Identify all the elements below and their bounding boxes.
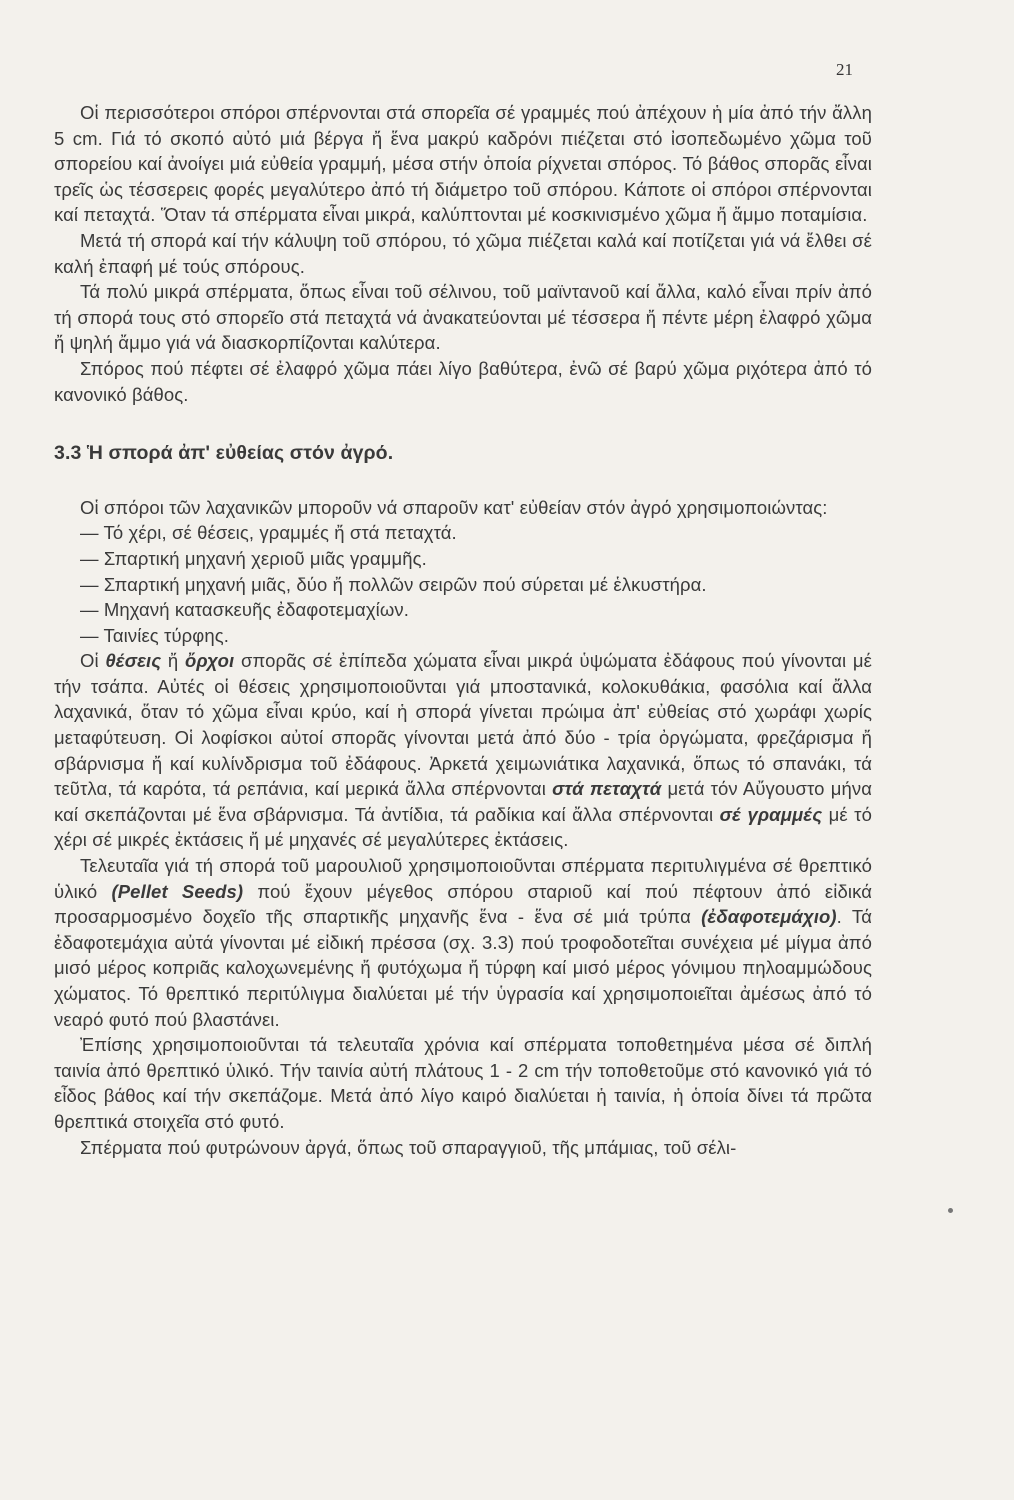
list-item: — Σπαρτική μηχανή μιᾶς, δύο ἤ πολλῶν σειρῶν πού σύρεται μέ ἑλκυστήρα. xyxy=(80,573,707,595)
text-run: πού ἔχουν μέγεθος σπόρου σταριοῦ καί πού πέφτουν ἀπό εἰδικά προσαρμοσμένο δοχεῖο τῆς σπαρτικῆς μηχανῆς ἕνα - ἕνα σέ μιά τρύπα xyxy=(54,880,873,928)
paragraph-4: Σπόρος πού πέφτει σέ ἐλαφρό χῶμα πάει λίγο βαθύτερα, ἐνῶ σέ βαρύ χῶμα ριχότερα ἀπό τό κανονικό βάθος. xyxy=(54,357,872,405)
page-number: 21 xyxy=(836,60,853,79)
paragraph-7 xyxy=(54,853,872,1032)
speck-mark xyxy=(948,1208,953,1213)
paragraph-9: Σπέρματα πού φυτρώνουν ἀργά, ὅπως τοῦ σπαραγγιοῦ, τῆς μπάμιας, τοῦ σέλι- xyxy=(80,1136,737,1158)
paragraph-8: Ἐπίσης χρησιμοποιοῦνται τά τελευταῖα χρόνια καί σπέρματα τοποθετημένα μέσα σέ διπλή ταινία ἀπό θρεπτικό ὑλικό. Τήν ταινία αὐτή πλάτους 1 - 2 cm τήν τοποθετοῦμε στό κανονικό γιά τό εἶδος βάθος καί τήν σκεπάζομε. Μετά ἀπό λίγο καιρό διαλύεται ἡ ταινία, ἡ ὁποία δίνει τά πρῶτα θρεπτικά στοιχεῖα στό φυτό. xyxy=(54,1034,872,1132)
paragraph-1: Οἱ περισσότεροι σπόροι σπέρνονται στά σπορεῖα σέ γραμμές πού ἀπέχουν ἡ μία ἀπό τήν ἄλλη 5 cm. Γιά τό σκοπό αὐτό μιά βέργα ἤ ἕνα μακρύ καδρόνι πιέζεται στό ἰσοπεδωμένο χῶμα τοῦ σπορείου καί ἀνοίγει μιά εὐθεία γραμμή, μέσα στήν ὁποία ρίχνεται σπόρος. Τό βάθος σπορᾶς εἶναι τρεῖς ὡς τέσσερεις φορές μεγαλύτερο ἀπό τή διάμετρο τοῦ σπόρου. Κάποτε οἱ σπόροι σπέρνονται καί πεταχτά. Ὅταν τά σπέρματα εἶναι μικρά, καλύπτονται μέ κοσκινισμένο χῶμα ἤ ἄμμο ποταμίσια. xyxy=(54,102,872,226)
text-run: μετά τόν Αὔγουστο μήνα καί σκεπάζονται μέ ἕνα σβάρνισμα. Τά ἀντίδια, τά ραδίκια καί ἄλλα σπέρνονται xyxy=(54,778,873,825)
text-run: σπορᾶς σέ ἐπίπεδα χώματα εἶναι μικρά ὑψώματα ἐδάφους πού γίνονται μέ τήν τσάπα. Αὐτές οἱ θέσεις χρησιμοποιοῦνται γιά μποστανικά, κολοκυθάκια, φασόλια καί ἄλλα λαχανικά, ὅταν τό χῶμα εἶναι κρύο, καί ἡ σπορά γίνεται πρώιμα ἀπ' εὐθείας στό χωράφι χωρίς μεταφύτευση. Οἱ λοφίσκοι αὐτοί σπορᾶς γίνονται μετά ἀπό δύο - τρία ὀργώματα, φρεζάρισμα ἤ σβάρνισμα ἤ καί κυλίνδρισμα τοῦ ἐδάφους. Ἀρκετά χειμωνιάτικα λαχανικά, ὅπως τό σπανάκι, τά τεῦτλα, τά καρότα, τά ρεπάνια, καί μερικά ἄλλα σπέρνονται xyxy=(54,650,872,800)
section-heading: 3.3 Ἡ σπορά ἀπ' εὐθείας στόν ἀγρό. xyxy=(54,442,394,465)
list-item: — Μηχανή κατασκευῆς ἐδαφοτεμαχίων. xyxy=(80,599,409,621)
emphasis: σέ γραμμές xyxy=(719,803,823,825)
paragraph-3: Τά πολύ μικρά σπέρματα, ὅπως εἶναι τοῦ σέλινου, τοῦ μαϊντανοῦ καί ἄλλα, καλό εἶναι πρίν ἀπό τή σπορά τους στό σπορεῖο στά πεταχτά νά ἀνακατεύονται μέ τέσσερα ἤ πέντε μέρη ἐλαφρό χῶμα ἤ ψηλή ἄμμο γιά νά διασκορπίζονται καλύτερα. xyxy=(54,281,872,354)
body-text xyxy=(54,100,872,1160)
text-run: Τελευταῖα γιά τή σπορά τοῦ μαρουλιοῦ χρησιμοποιοῦνται σπέρματα περιτυλιγμένα σέ θρεπτικό ὑλικό xyxy=(54,855,872,902)
emphasis: στά πεταχτά xyxy=(552,778,662,800)
text-run: Οἱ xyxy=(80,650,106,672)
paragraph-2: Μετά τή σπορά καί τήν κάλυψη τοῦ σπόρου, τό χῶμα πιέζεται καλά καί ποτίζεται γιά νά ἔλθει σέ καλή ἐπαφή μέ τούς σπόρους. xyxy=(54,229,872,277)
text-run: . Τά ἐδαφοτεμάχια αὐτά γίνονται μέ εἰδική πρέσσα (σχ. 3.3) πού τροφοδοτεῖται συνέχεια μέ μίγμα ἀπό μισό μέρος κοπριᾶς καλοχωνεμένης ἤ φυτόχωμα ἤ τύρφη καί μισό μέρος γόνιμου πηλοαμμώδους χώματος. Τό θρεπτικό περιτύλιγμα διαλύεται μέ τήν ὑγρασία καί χρησιμοποιεῖται ἀμέσως ἀπό τό νεαρό φυτό πού βλαστάνει. xyxy=(54,906,872,1030)
emphasis: (Pellet Seeds) xyxy=(111,880,244,902)
emphasis: θέσεις xyxy=(105,650,162,672)
emphasis: ὄρχοι xyxy=(184,650,235,672)
text-run: μέ τό χέρι σέ μικρές ἐκτάσεις ἤ μέ μηχανές σέ μεγαλύτερες ἐκτάσεις. xyxy=(54,803,872,851)
emphasis: (ἐδαφοτεμάχιο) xyxy=(701,906,837,928)
paragraph-5: Οἱ σπόροι τῶν λαχανικῶν μποροῦν νά σπαροῦν κατ' εὐθείαν στόν ἀγρό χρησιμοποιώντας: xyxy=(80,496,828,518)
list-item: — Τό χέρι, σέ θέσεις, γραμμές ἤ στά πεταχτά. xyxy=(80,522,457,544)
text-run: ἤ xyxy=(161,650,185,672)
list-item: — Ταινίες τύρφης. xyxy=(80,624,230,646)
list-item: — Σπαρτική μηχανή χεριοῦ μιᾶς γραμμῆς. xyxy=(80,547,427,569)
paragraph-6 xyxy=(54,648,872,853)
